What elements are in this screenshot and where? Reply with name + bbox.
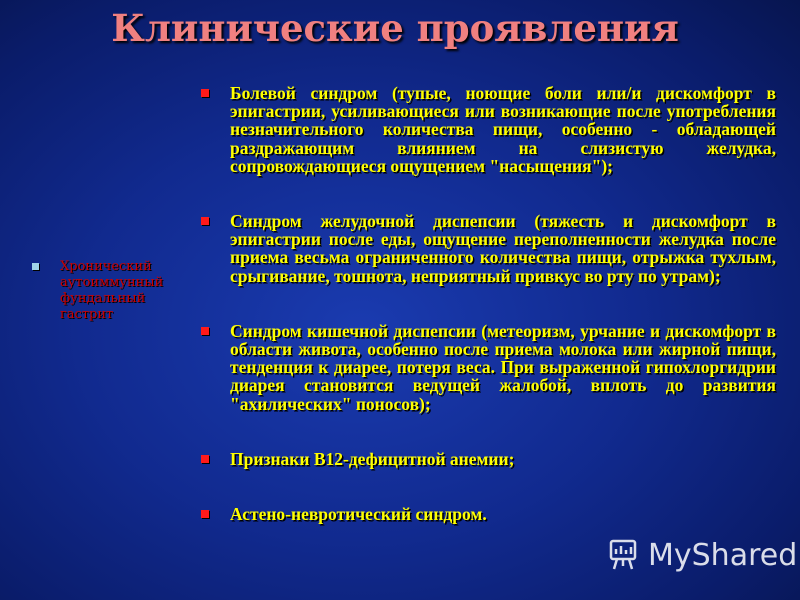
right-list-item-text: Болевой синдром (тупые, ноющие боли или/и дискомфорт в эпигастрии, усиливающиеся или возникающие после употребления незначительного количества пищи, особенно - обладающей раздражающим влиянием на слизистую желудка, сопровождающиеся ощущением "насыщения"); bbox=[230, 83, 776, 176]
myshared-watermark bbox=[606, 535, 797, 575]
square-bullet-icon bbox=[32, 263, 39, 270]
right-list-item-text: Признаки В12-дефицитной анемии; bbox=[230, 448, 515, 469]
right-bullet-list bbox=[200, 84, 776, 523]
right-list-item bbox=[200, 84, 776, 175]
right-list-item-text: Астено-невротический синдром. bbox=[230, 504, 487, 525]
left-bullet-list bbox=[30, 259, 175, 323]
watermark-text: MyShared bbox=[648, 537, 798, 573]
slide-title: Клинические проявления bbox=[111, 6, 679, 50]
right-list-item-text: Синдром кишечной диспепсии (метеоризм, урчание и дискомфорт в области живота, особенно после приема молока или жирной пищи, тенденция к диарее, потеря веса. При выраженной гипохлоргидрии диарея становится ведущей жалобой, вплоть до развития "ахилических" поносов); bbox=[230, 320, 776, 414]
right-list-item bbox=[200, 212, 776, 285]
right-list-item bbox=[200, 505, 776, 523]
right-list-item-text: Синдром желудочной диспепсии (тяжесть и дискомфорт в эпигастрии после еды, ощущение переполненности желудка после приема весьма ограниченного количества пищи, отрыжка тухлым, срыгивание, тошнота, неприятный привкус во рту по утрам); bbox=[230, 211, 776, 286]
right-list-item bbox=[200, 450, 776, 468]
left-list-item-text: Хронический аутоиммунный фундальный гастрит bbox=[60, 259, 164, 322]
square-bullet-icon bbox=[201, 455, 209, 463]
square-bullet-icon bbox=[201, 510, 209, 518]
square-bullet-icon bbox=[201, 327, 209, 335]
left-list-item bbox=[30, 259, 175, 323]
square-bullet-icon bbox=[201, 217, 209, 225]
right-list-item bbox=[200, 322, 776, 413]
square-bullet-icon bbox=[201, 89, 209, 97]
presentation-board-icon bbox=[606, 538, 640, 572]
